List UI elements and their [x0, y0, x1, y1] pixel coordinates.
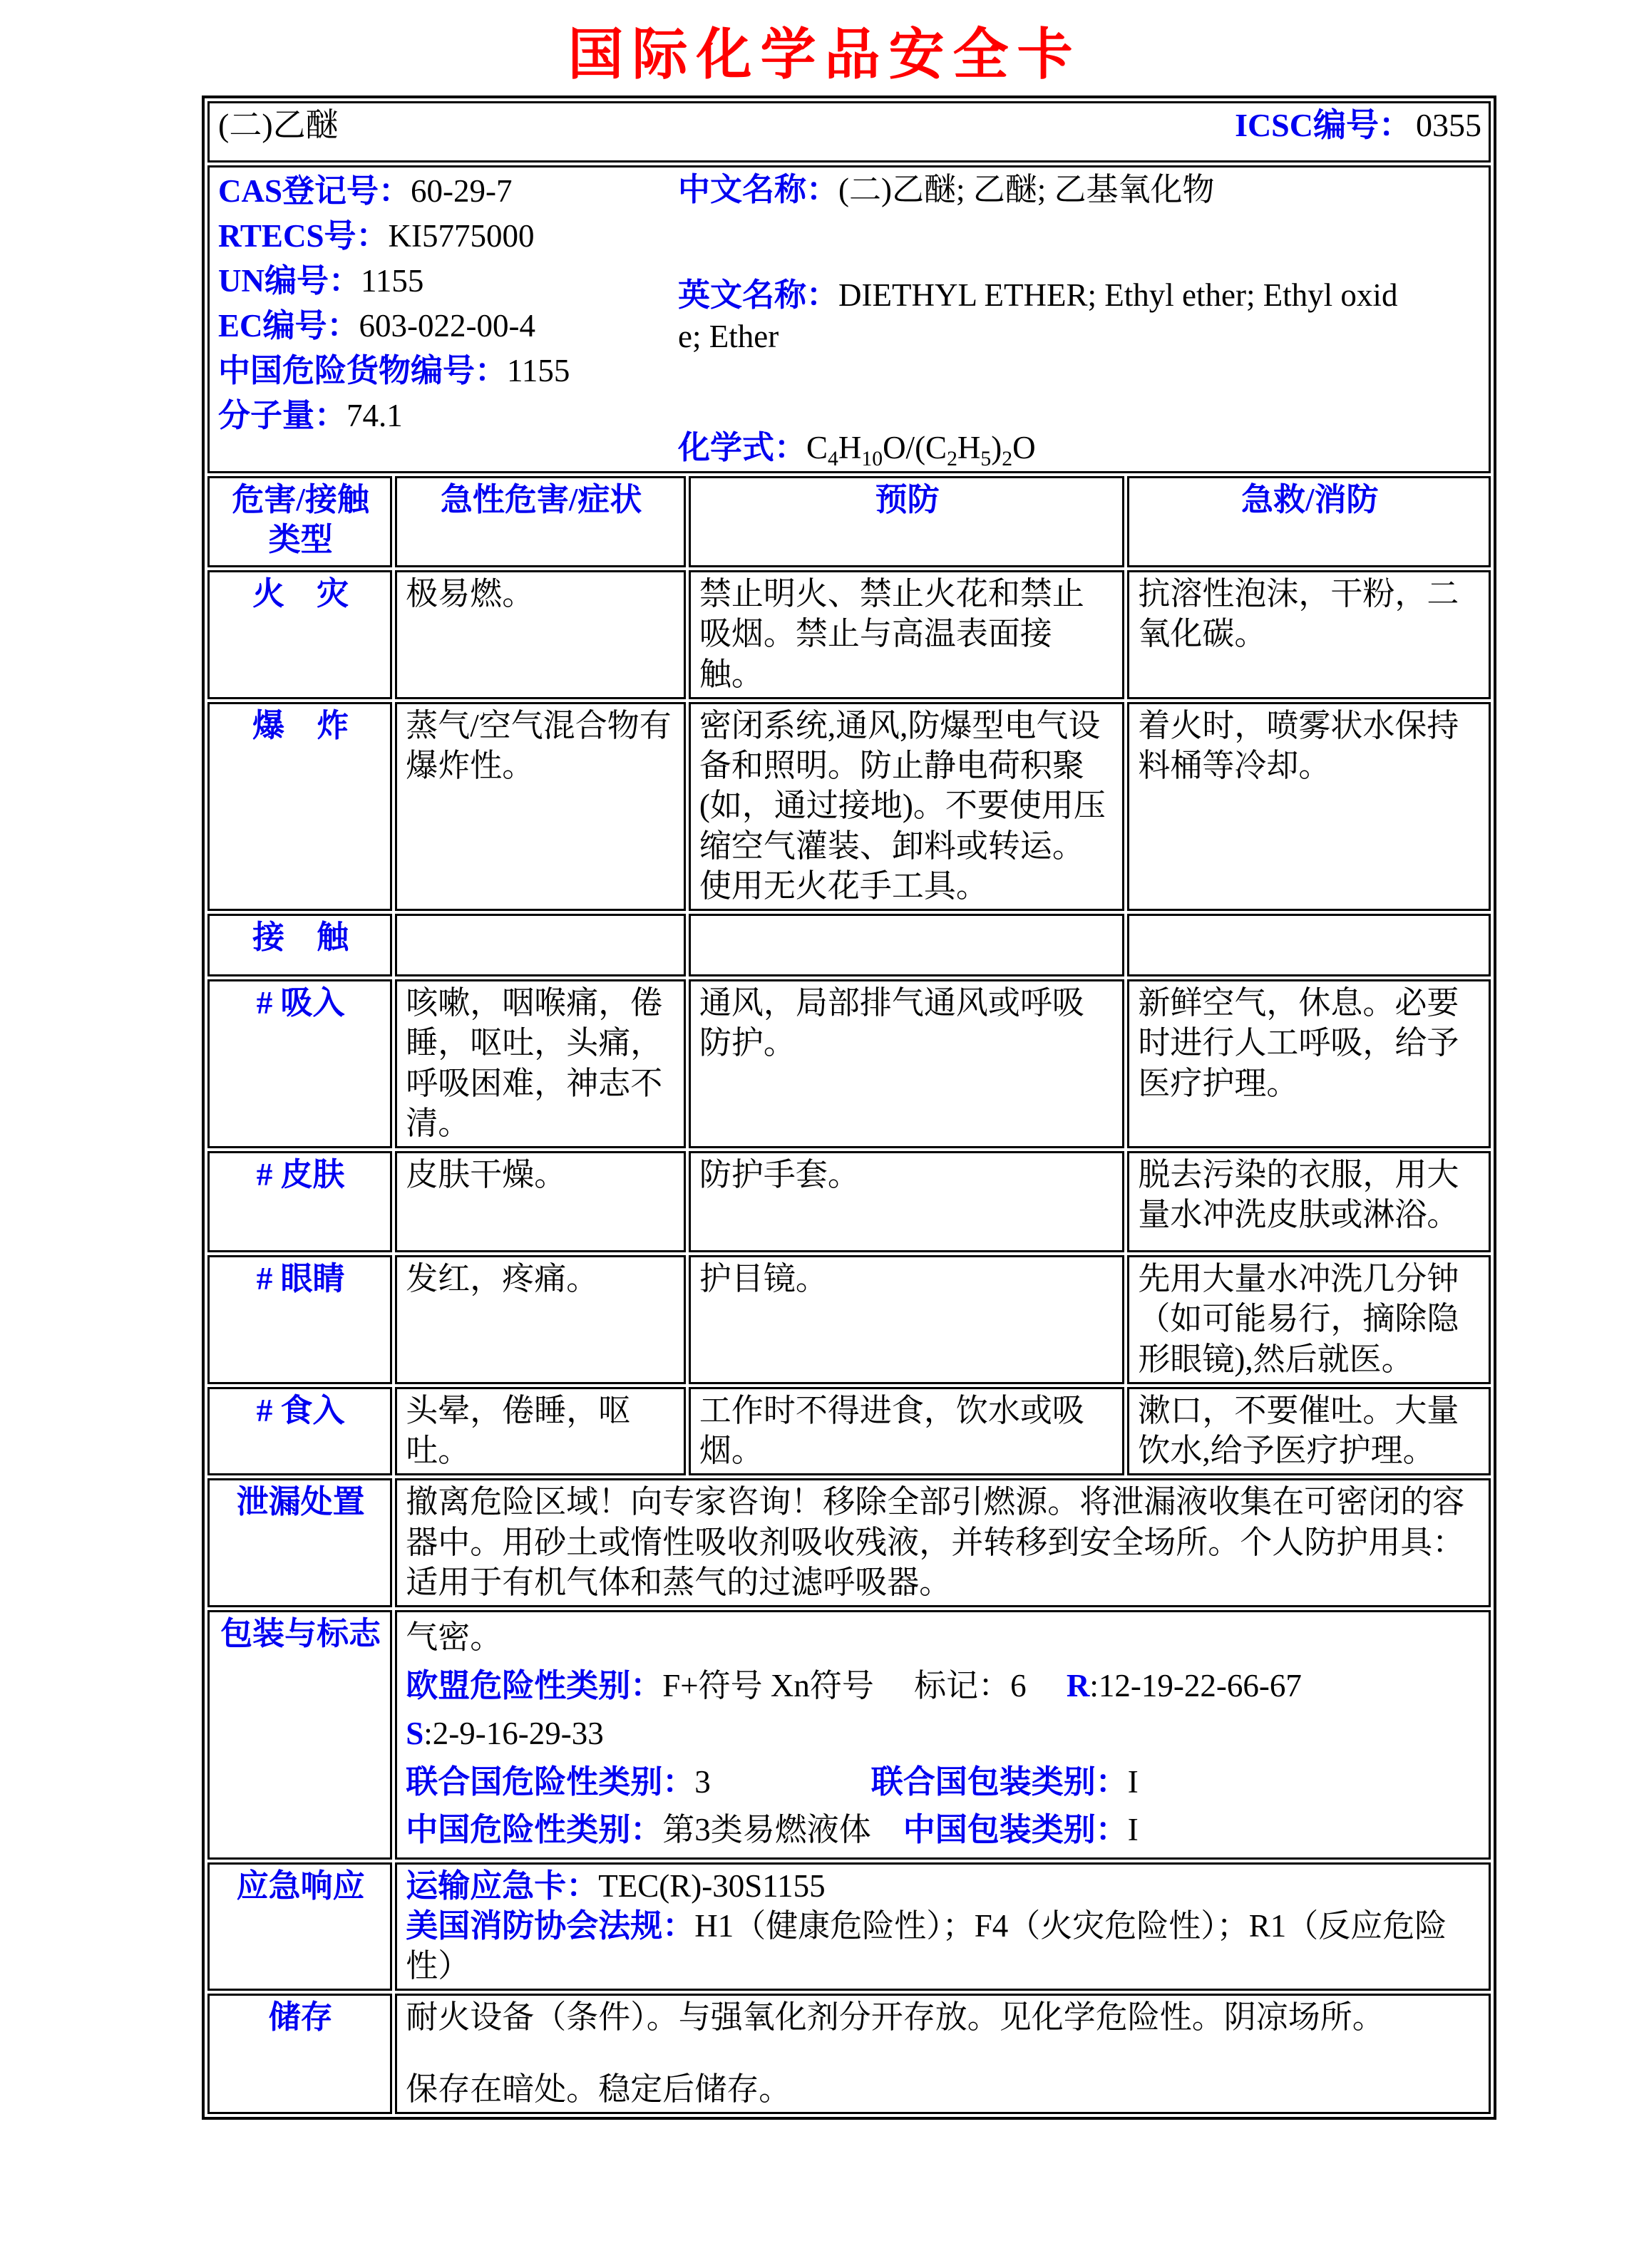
field-label: 联合国包装类别：: [870, 1763, 1128, 1800]
text-segment: 着火时，喷雾状水保持料桶等冷却。: [1138, 707, 1459, 783]
text-segment: DIETHYL ETHER; Ethyl ether; Ethyl oxide; Ether: [678, 277, 1398, 354]
row-fire: [207, 570, 1491, 699]
hazard-cell: [1127, 702, 1491, 911]
formula-subscript: 2: [1002, 448, 1013, 470]
field-label: 欧盟危险性类别：: [406, 1667, 663, 1703]
field-label: 中国危险性类别：: [406, 1812, 663, 1847]
hazard-column-header: 急救/消防: [1127, 476, 1491, 567]
row-label-eyes: # 眼睛: [207, 1255, 392, 1384]
hazard-span-cell: [395, 1862, 1491, 1991]
text-segment: 护目镜。: [699, 1261, 828, 1297]
text-segment: O: [1012, 430, 1036, 465]
text-segment: H: [838, 430, 862, 465]
hazard-column-header: 危害/接触类型: [207, 476, 392, 567]
field-label: 中国危险货物编号：: [218, 353, 508, 388]
text-line: [406, 1482, 1481, 1602]
field-label: 分子量：: [218, 398, 347, 433]
field-label: EC编号：: [218, 308, 359, 344]
row-label-explosion: 爆 炸: [207, 702, 392, 911]
field-value: 60-29-7: [411, 173, 513, 209]
text-line: [406, 1614, 1481, 1662]
text-segment: C: [806, 430, 828, 465]
text-segment: 气密。: [406, 1619, 503, 1655]
hazard-cell: [689, 1387, 1124, 1476]
field-value: 1155: [507, 353, 570, 388]
text-segment: 3: [694, 1763, 871, 1800]
text-line: [406, 1866, 1481, 1906]
field-label: 运输应急卡：: [406, 1867, 599, 1904]
field-label: CAS登记号：: [218, 173, 411, 209]
icsc-number: [1235, 105, 1481, 146]
hazard-cell: [689, 979, 1124, 1148]
text-segment: 撤离危险区域！向专家咨询！移除全部引燃源。将泄漏液收集在可密闭的容器中。用砂土或惰性吸收剂吸收残液，并转移到安全场所。个人防护用具：适用于有机气体和蒸气的过滤呼吸器。: [406, 1484, 1465, 1600]
info-item: [218, 214, 678, 259]
info-item: [678, 274, 1419, 357]
text-segment: 密闭系统,通风,防爆型电气设备和照明。防止静电荷积聚(如，通过接地)。不要使用压缩空气灌装、卸料或转运。使用无火花手工具。: [699, 707, 1106, 904]
hazard-cell: [689, 570, 1124, 699]
row-inhalation: [207, 979, 1491, 1148]
row-label-spillage: 泄漏处置: [207, 1478, 392, 1607]
hazard-cell: [395, 570, 686, 699]
hazard-cell: [1127, 1387, 1491, 1476]
icsc-value: 0355: [1416, 107, 1481, 143]
row-label-ingestion: # 食入: [207, 1387, 392, 1476]
field-label: 中国包装类别：: [903, 1812, 1128, 1847]
row-label-inhalation: # 吸入: [207, 979, 392, 1148]
field-label: RTECS号：: [218, 218, 389, 254]
hazard-cell: [395, 979, 686, 1148]
text-line: [406, 1758, 1481, 1807]
info-item: [218, 393, 678, 438]
row-packaging: [207, 1610, 1491, 1860]
hazard-cell: [395, 1255, 686, 1384]
formula-subscript: 10: [861, 448, 883, 470]
field-value: 74.1: [346, 398, 403, 433]
row-label-emergency: 应急响应: [207, 1862, 392, 1991]
row-contact: [207, 914, 1491, 976]
identifiers-row: [207, 165, 1491, 473]
icsc-label: ICSC编号：: [1235, 107, 1412, 143]
text-segment: TEC(R)-30S1155: [598, 1867, 826, 1904]
row-label-fire: 火 灾: [207, 570, 392, 699]
formula-subscript: 2: [947, 448, 957, 470]
formula-subscript: 4: [828, 448, 838, 470]
hazard-column-header: 急性危害/症状: [395, 476, 686, 567]
text-segment: F+符号 Xn符号 标记：6: [662, 1667, 1067, 1703]
text-segment: :2-9-16-29-33: [423, 1716, 604, 1751]
text-segment: 发红，疼痛。: [406, 1261, 599, 1297]
text-segment: H: [957, 430, 981, 465]
field-label: 化学式：: [678, 430, 807, 465]
hazard-cell: [689, 702, 1124, 911]
row-label-packaging: 包装与标志: [207, 1610, 392, 1860]
info-item: [218, 349, 678, 393]
info-left: [218, 169, 678, 468]
card-header-cell: [207, 101, 1491, 163]
text-segment: 抗溶性泡沫，干粉，二氧化碳。: [1138, 576, 1459, 652]
safety-card-table: [202, 96, 1496, 2120]
row-label-storage: 储存: [207, 1994, 392, 2114]
field-value: KI5775000: [388, 218, 535, 254]
text-line: [406, 1997, 1481, 2037]
text-segment: (二)乙醚; 乙醚; 乙基氧化物: [838, 172, 1215, 207]
text-line: [406, 1710, 1481, 1758]
hazard-cell: [395, 1387, 686, 1476]
field-label: UN编号：: [218, 263, 361, 299]
hazard-cell: [689, 914, 1124, 976]
text-segment: 保存在暗处。稳定后储存。: [406, 2071, 791, 2107]
info-right: [678, 169, 1419, 468]
substance-name: (二)乙醚: [218, 107, 339, 143]
text-segment: 咳嗽，咽喉痛，倦睡，呕吐，头痛，呼吸困难，神志不清。: [406, 985, 663, 1141]
row-storage: [207, 1994, 1491, 2114]
info-item: [678, 169, 1419, 210]
text-line: [406, 1906, 1481, 1986]
field-label: 美国消防协会法规：: [406, 1907, 695, 1944]
row-explosion: [207, 702, 1491, 911]
text-segment: 皮肤干燥。: [406, 1157, 567, 1192]
field-label: R: [1066, 1667, 1090, 1703]
hazard-cell: [395, 914, 686, 976]
row-spillage: [207, 1478, 1491, 1607]
hazard-cell: [1127, 1255, 1491, 1384]
info-item: [218, 169, 678, 214]
hazard-span-cell: [395, 1994, 1491, 2114]
text-segment: 先用大量水冲洗几分钟（如可能易行，摘除隐形眼镜),然后就医。: [1138, 1261, 1459, 1377]
hazard-cell: [689, 1151, 1124, 1252]
info-item: [218, 259, 678, 304]
hazard-cell: [395, 702, 686, 911]
text-segment: O/(C: [883, 430, 947, 465]
field-value: 603-022-00-4: [359, 308, 535, 344]
text-segment: H1（健康危险性）；F4（火灾危险性）；R1（反应危险性）: [406, 1907, 1447, 1984]
row-skin: [207, 1151, 1491, 1252]
text-segment: 工作时不得进食，饮水或吸烟。: [699, 1392, 1084, 1468]
text-segment: 禁止明火、禁止火花和禁止吸烟。禁止与高温表面接触。: [699, 576, 1084, 692]
text-segment: I: [1127, 1812, 1139, 1847]
field-label: 中文名称：: [678, 172, 839, 207]
field-label: S: [406, 1716, 424, 1751]
text-segment: 极易燃。: [406, 576, 535, 612]
hazard-span-cell: [395, 1478, 1491, 1607]
card-header-row: [207, 101, 1491, 163]
text-segment: 漱口，不要催吐。大量饮水,给予医疗护理。: [1138, 1392, 1459, 1468]
field-value: 1155: [361, 263, 424, 299]
text-segment: 蒸气/空气混合物有爆炸性。: [406, 707, 672, 783]
hazard-span-cell: [395, 1610, 1491, 1860]
hazard-column-header: 预防: [689, 476, 1124, 567]
text-segment: 通风，局部排气通风或呼吸防护。: [699, 985, 1084, 1061]
text-line: [406, 2069, 1481, 2109]
hazard-header-row: [207, 476, 1491, 567]
hazard-cell: [1127, 979, 1491, 1148]
field-label: 联合国危险性类别：: [406, 1763, 695, 1800]
hazard-cell: [689, 1255, 1124, 1384]
row-ingestion: [207, 1387, 1491, 1476]
text-segment: :12-19-22-66-67: [1089, 1667, 1302, 1703]
info-item: [678, 427, 1419, 468]
hazard-cell: [1127, 914, 1491, 976]
text-segment: 防护手套。: [699, 1157, 860, 1192]
formula-subscript: 5: [980, 448, 992, 470]
text-segment: 新鲜空气，休息。必要时进行人工呼吸，给予医疗护理。: [1138, 985, 1459, 1101]
row-label-skin: # 皮肤: [207, 1151, 392, 1252]
text-line: [406, 1806, 1481, 1855]
hazard-cell: [1127, 1151, 1491, 1252]
text-segment: 第3类易燃液体: [662, 1812, 903, 1847]
text-segment: I: [1127, 1763, 1139, 1800]
text-segment: ): [991, 430, 1002, 465]
row-label-contact: 接 触: [207, 914, 392, 976]
row-emergency: [207, 1862, 1491, 1991]
text-segment: 头晕，倦睡，呕吐。: [406, 1392, 631, 1468]
field-label: 英文名称：: [678, 277, 839, 313]
hazard-cell: [395, 1151, 686, 1252]
text-line: [406, 1662, 1481, 1711]
info-item: [218, 304, 678, 349]
page-title: 国际化学品安全卡: [567, 24, 1082, 86]
text-segment: 耐火设备（条件）。与强氧化剂分开存放。见化学危险性。阴凉场所。: [406, 1999, 1385, 2036]
identifiers-cell: [207, 165, 1491, 473]
text-segment: 脱去污染的衣服，用大量水冲洗皮肤或淋浴。: [1138, 1157, 1459, 1233]
hazard-cell: [1127, 570, 1491, 699]
row-eyes: [207, 1255, 1491, 1384]
